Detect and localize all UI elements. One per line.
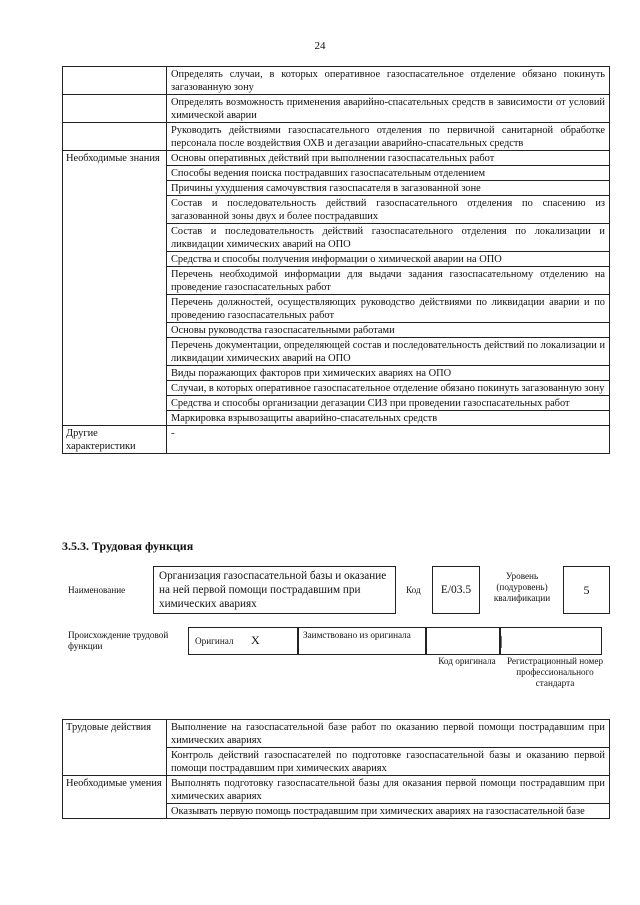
origin-code-caption: Код оригинала	[438, 656, 496, 666]
table-row: Средства и способы организации дегазации СИЗ при проведении газоспасательных работ	[167, 396, 610, 411]
table-row: Выполнять подготовку газоспасательной базы для оказания первой помощи пострадавшим при химических авариях	[167, 776, 610, 804]
table-row: Выполнение на газоспасательной базе работ по оказанию первой помощи пострадавшим при химических авариях	[167, 720, 610, 748]
code-label: Код	[406, 585, 421, 595]
name-label: Наименование	[68, 585, 126, 595]
table-row: Оказывать первую помощь пострадавшим при химических авариях на газоспасательной базе	[167, 804, 610, 819]
reg-number-caption: Регистрационный номер профессионального стандарта	[506, 656, 604, 688]
actions-label: Трудовые действия	[63, 720, 167, 776]
original-mark: X	[251, 633, 260, 647]
table-row: Перечень должностей, осуществляющих руководство действиями по ликвидации аварии и по проведению газоспасательных работ	[167, 295, 610, 323]
borrowed-cell	[298, 627, 426, 655]
table-row: Определять случаи, в которых оперативное газоспасательное отделение обязано покинуть загазованную зону	[167, 67, 610, 95]
function-code: E/03.5	[432, 566, 480, 614]
table-row: Маркировка взрывозащиты аварийно-спасательных средств	[167, 411, 610, 426]
table-row: Состав и последовательность действий газоспасательного отделения по спасению из загазованной зоны двух и более пострадавших	[167, 196, 610, 224]
actions-table	[62, 719, 610, 819]
origin-label: Происхождение трудовой функции	[68, 630, 169, 651]
table-row: Основы оперативных действий при выполнении газоспасательных работ	[167, 151, 610, 166]
reg-number-cell	[500, 627, 602, 655]
qualification-level: 5	[563, 566, 610, 614]
empty-label-cell	[63, 95, 167, 123]
origin-row	[188, 627, 602, 655]
function-name: Организация газоспасательной базы и оказание на ней первой помощи пострадавшим при химических авариях	[153, 566, 396, 614]
original-cell	[188, 627, 298, 655]
table-row: Способы ведения поиска пострадавших газоспасательным отделением	[167, 166, 610, 181]
empty-label-cell	[63, 123, 167, 151]
table-row: Виды поражающих факторов при химических авариях на ОПО	[167, 366, 610, 381]
table-row: Случаи, в которых оперативное газоспасательное отделение обязано покинуть загазованную зону	[167, 381, 610, 396]
table-row: Контроль действий газоспасателей по подготовке газоспасательной базы и оказанию первой помощи пострадавшим при химических авариях	[167, 748, 610, 776]
knowledge-table	[62, 66, 610, 454]
table-row: Перечень необходимой информации для выдачи задания газоспасательному отделению на проведение газоспасательных работ	[167, 267, 610, 295]
table-row: Определять возможность применения аварийно-спасательных средств в зависимости от условий химической аварии	[167, 95, 610, 123]
table-row: Состав и последовательность действий газоспасательного отделения по локализации и ликвидации химических аварий на ОПО	[167, 224, 610, 252]
table-row: Руководить действиями газоспасательного отделения по первичной санитарной обработке персонала после воздействия ОХВ и дегазации аварийно-спасательных средств	[167, 123, 610, 151]
page-number: 24	[314, 40, 326, 52]
knowledge-label: Необходимые знания	[63, 151, 167, 426]
other-value: -	[167, 426, 610, 454]
section-heading: 3.5.3. Трудовая функция	[62, 539, 194, 553]
origin-code-cell	[426, 627, 500, 655]
skills-label: Необходимые умения	[63, 776, 167, 819]
table-row: Перечень документации, определяющей состав и последовательность действий по локализации и ликвидации химических аварий на ОПО	[167, 338, 610, 366]
other-label: Другие характеристики	[63, 426, 167, 454]
empty-label-cell	[63, 67, 167, 95]
original-label: Оригинал	[195, 636, 234, 646]
table-row: Основы руководства газоспасательными работами	[167, 323, 610, 338]
table-row: Средства и способы получения информации о химической аварии на ОПО	[167, 252, 610, 267]
borrowed-label: Заимствовано из оригинала	[303, 630, 411, 640]
level-label: Уровень (подуровень) квалификации	[493, 571, 551, 603]
table-row: Причины ухудшения самочувствия газоспасателя в загазованной зоне	[167, 181, 610, 196]
